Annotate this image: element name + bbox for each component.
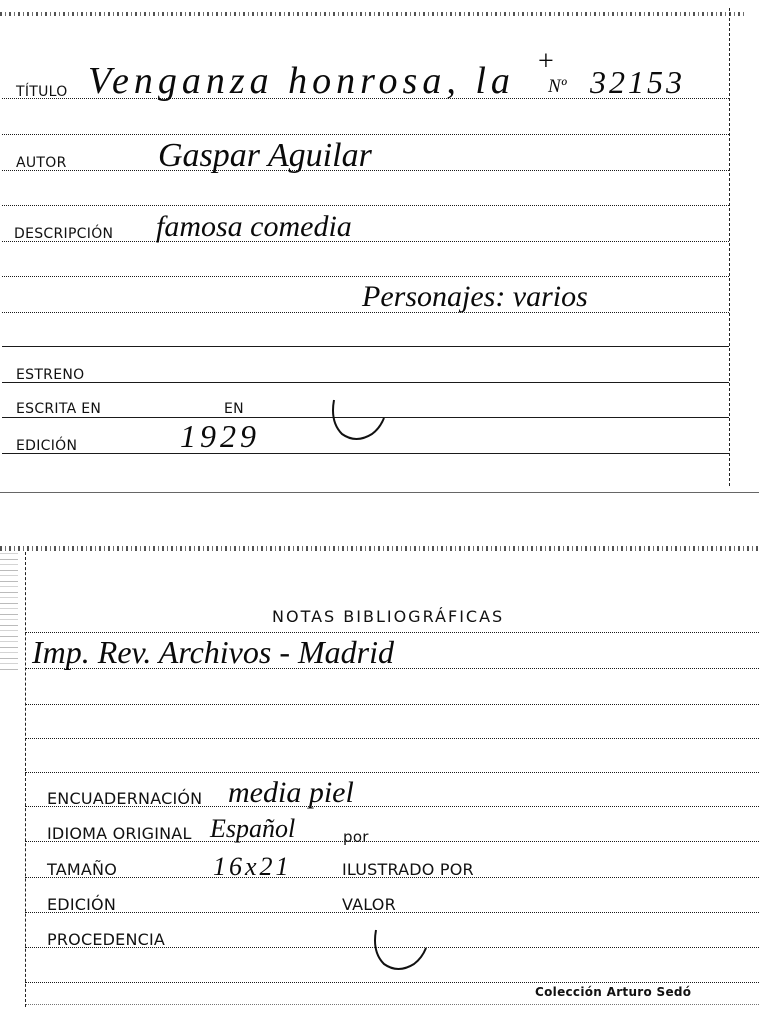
titulo-label: TÍTULO xyxy=(16,84,68,100)
en-label: EN xyxy=(224,401,244,417)
notas-rule xyxy=(25,632,759,633)
edicion-label: EDICIÓN xyxy=(16,438,78,454)
punch-hole-mark xyxy=(368,926,432,976)
autor-handwritten: Gaspar Aguilar xyxy=(158,137,372,174)
back-left-edge-grain xyxy=(0,550,18,670)
cross-mark: + xyxy=(538,46,554,77)
edicion-back-label: EDICIÓN xyxy=(47,895,117,914)
autor-label: AUTOR xyxy=(16,155,67,171)
card-separator xyxy=(0,492,759,493)
idioma-handwritten: Español xyxy=(210,814,296,843)
notas-rule xyxy=(25,738,759,739)
escrita-en-label: ESCRITA EN xyxy=(16,401,102,417)
por-label: por xyxy=(343,828,369,846)
edicion-rule xyxy=(2,453,729,454)
descripcion-extra-handwritten: Personajes: varios xyxy=(362,280,588,313)
estreno-rule xyxy=(2,382,729,383)
blank-rule xyxy=(2,276,729,277)
idioma-label: IDIOMA ORIGINAL xyxy=(47,824,192,843)
coleccion-stamp: Colección Arturo Sedó xyxy=(535,985,692,999)
front-right-border xyxy=(729,8,730,486)
encuadernacion-label: ENCUADERNACIÓN xyxy=(47,789,203,808)
titulo-handwritten: Venganza honrosa, la xyxy=(88,60,515,102)
numero-label: Nº xyxy=(548,76,567,97)
notas-handwritten: Imp. Rev. Archivos - Madrid xyxy=(32,634,394,670)
estreno-label: ESTRENO xyxy=(16,367,85,383)
ilustrado-label: ILUSTRADO POR xyxy=(342,860,474,879)
blank-rule xyxy=(2,205,729,206)
tamano-handwritten: 16x21 xyxy=(213,852,292,881)
front-card xyxy=(0,0,759,493)
notas-rule xyxy=(25,704,759,705)
descripcion-label: DESCRIPCIÓN xyxy=(14,226,114,242)
back-top-border xyxy=(0,546,759,551)
valor-label: VALOR xyxy=(342,895,396,914)
bottom-rule xyxy=(25,1004,759,1005)
encuadernacion-handwritten: media piel xyxy=(228,776,354,809)
front-top-border xyxy=(0,12,745,16)
descripcion-handwritten: famosa comedia xyxy=(156,210,352,243)
punch-hole-mark xyxy=(326,396,390,446)
blank-rule xyxy=(25,982,759,983)
back-card xyxy=(0,540,759,1028)
edicion-handwritten: 1929 xyxy=(180,418,260,454)
notas-heading: NOTAS BIBLIOGRÁFICAS xyxy=(272,607,505,626)
back-left-border xyxy=(25,552,26,1007)
section-rule xyxy=(2,346,729,347)
blank-rule xyxy=(2,134,729,135)
numero-handwritten: 32153 xyxy=(590,64,685,100)
tamano-label: TAMAÑO xyxy=(47,860,117,879)
notas-rule xyxy=(25,772,759,773)
procedencia-label: PROCEDENCIA xyxy=(47,930,166,949)
